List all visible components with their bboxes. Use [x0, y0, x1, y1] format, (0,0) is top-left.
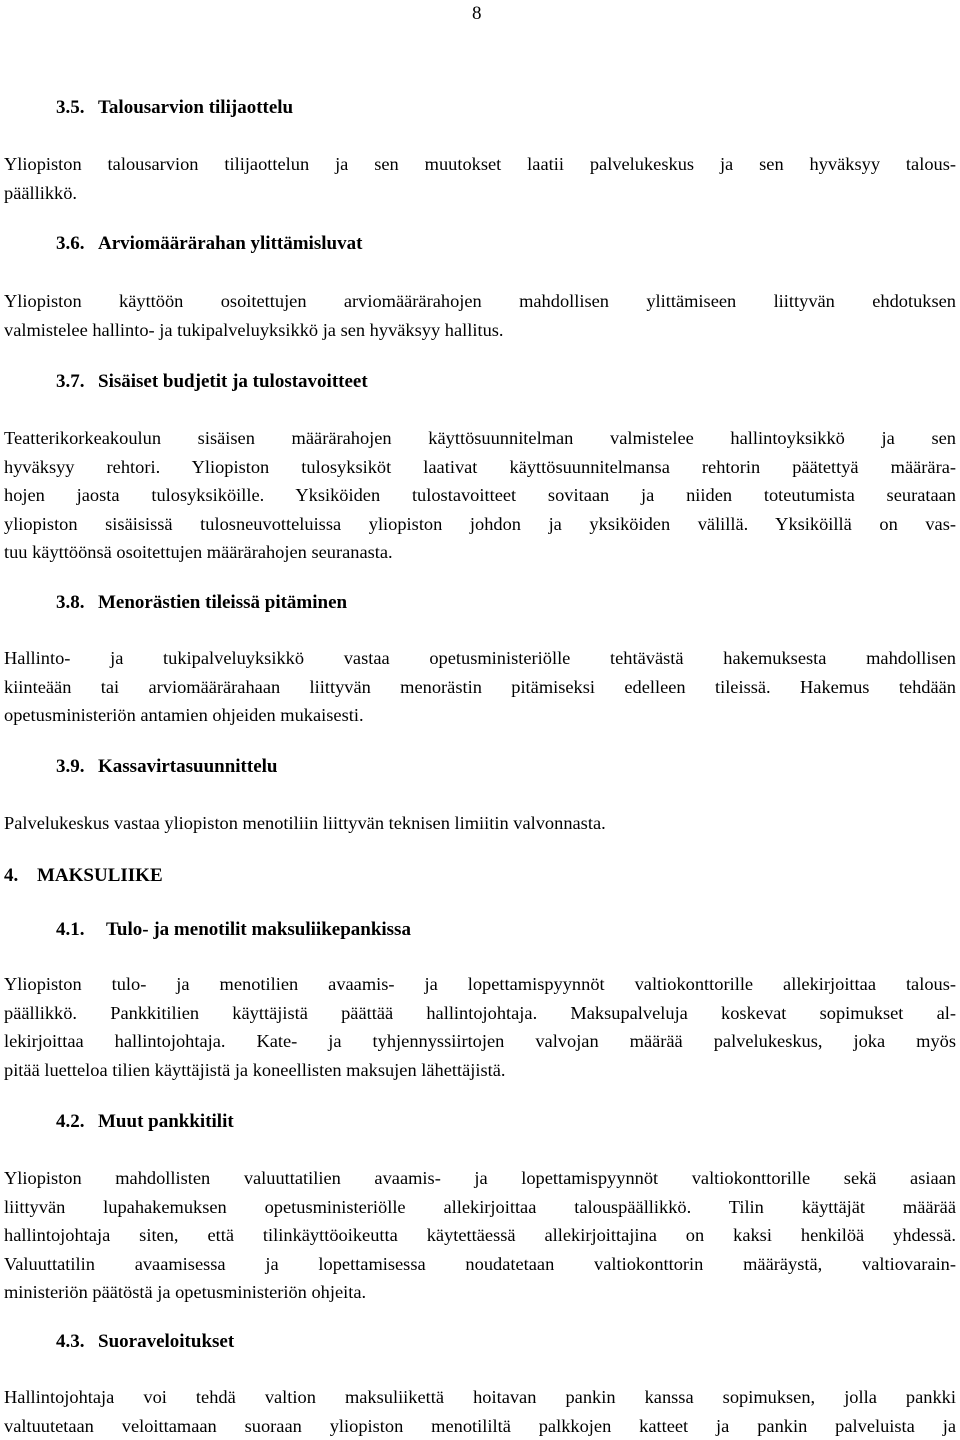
section-heading-3-6	[56, 232, 362, 256]
text-line: pitää luetteloa tilien käyttäjistä ja koneellisten maksujen lähettäjistä.	[4, 1059, 506, 1080]
section-title: Tulo- ja menotilit maksuliikepankissa	[106, 919, 411, 940]
text-line: opetusministeriön antamien ohjeiden mukaisesti.	[4, 705, 364, 725]
section-number: 4.	[4, 865, 19, 886]
section-number: 4.2.	[56, 1111, 85, 1132]
section-number: 3.7.	[56, 371, 85, 392]
section-number: 4.1.	[56, 919, 85, 940]
text-line: hojen jaosta tulosyksiköille. Yksiköiden tulostavoitteet sovitaan ja niiden toteutumista seurataan	[4, 485, 956, 505]
section-title: Suoraveloitukset	[98, 1331, 235, 1352]
section-paragraph-3-7	[4, 424, 956, 567]
section-title: Kassavirtasuunnittelu	[98, 756, 278, 777]
text-line: hyväksyy rehtori. Yliopiston tulosyksiköt laativat käyttösuunnitelmansa rehtorin päätettyä määrära-	[4, 456, 956, 477]
section-number: 3.8.	[56, 592, 85, 613]
section-heading-4-2	[56, 1110, 234, 1134]
text-line: Yliopiston mahdollisten valuuttatilien avaamis- ja lopettamispyynnöt valtiokonttorille sekä asiaan	[4, 1168, 956, 1188]
text-line: yliopiston sisäisissä tulosneuvotteluissa yliopiston johdon ja yksiköiden välillä. Yksiköillä on vas-	[4, 513, 956, 534]
section-heading-4-1	[56, 918, 411, 942]
section-title: Menorästien tileissä pitäminen	[98, 592, 348, 613]
section-number: 4.3.	[56, 1331, 85, 1352]
text-line: tuu käyttöönsä osoitettujen määrärahojen seuranasta.	[4, 542, 393, 562]
section-paragraph-3-9	[4, 809, 956, 838]
section-title: MAKSULIIKE	[37, 865, 163, 886]
text-line: ministeriön päätöstä ja opetusministeriön ohjeita.	[4, 1282, 367, 1302]
text-line: liittyvän lupahakemuksen opetusministeriölle allekirjoittaa talouspäällikkö. Tilin käyttäjät määrää	[4, 1196, 956, 1217]
text-line: lekirjoittaa hallintojohtaja. Kate- ja tyhjennyssiirtojen valvojan määrää palvelukeskus, joka myös	[4, 1031, 956, 1051]
text-line: Hallintojohtaja voi tehdä valtion maksuliikettä hoitavan pankin kanssa sopimuksen, jolla pankki	[4, 1387, 956, 1407]
section-heading-3-8	[56, 591, 347, 615]
text-line: Yliopiston talousarvion tilijaottelun ja sen muutokset laatii palvelukeskus ja sen hyväksyy talous-	[4, 154, 956, 174]
text-line: Valuuttatilin avaamisessa ja lopettamisessa noudatetaan valtiokonttorin määräystä, valtiovarain-	[4, 1253, 956, 1274]
section-paragraph-3-5	[4, 150, 956, 207]
section-title: Sisäiset budjetit ja tulostavoitteet	[98, 371, 368, 392]
section-heading-4-3	[56, 1330, 234, 1354]
section-title: Talousarvion tilijaottelu	[98, 97, 294, 118]
section-number: 3.5.	[56, 97, 85, 118]
section-number: 3.6.	[56, 233, 85, 254]
text-line: Palvelukeskus vastaa yliopiston menotiliin liittyvän teknisen limiitin valvonnasta.	[4, 813, 606, 833]
section-paragraph-4-3	[4, 1383, 956, 1440]
text-line: Teatterikorkeakoulun sisäisen määrärahojen käyttösuunnitelman valmistelee hallintoyksikkö ja sen	[4, 428, 956, 448]
text-line: Yliopiston tulo- ja menotilien avaamis- ja lopettamispyynnöt valtiokonttorille allekirjoittaa talous-	[4, 974, 956, 994]
section-paragraph-3-8	[4, 644, 956, 730]
section-title: Arviomäärärahan ylittämisluvat	[98, 233, 363, 254]
section-paragraph-4-2	[4, 1164, 956, 1307]
chapter-heading-4	[4, 864, 163, 888]
text-line: Yliopiston käyttöön osoitettujen arviomäärärahojen mahdollisen ylittämiseen liittyvän ehdotuksen	[4, 291, 956, 311]
section-heading-3-9	[56, 755, 277, 779]
text-line: kiinteään tai arviomäärärahaan liittyvän menorästin pitämiseksi edelleen tileissä. Hakemus tehdään	[4, 676, 956, 697]
section-number: 3.9.	[56, 756, 85, 777]
text-line: hallintojohtaja siten, että tilinkäyttöoikeutta käytettäessä allekirjoittajina on kaksi henkilöä yhdessä.	[4, 1225, 956, 1245]
text-line: päällikkö. Pankkitilien käyttäjistä päättää hallintojohtaja. Maksupalveluja koskevat sopimukset al-	[4, 1002, 956, 1023]
section-heading-3-5	[56, 96, 293, 120]
section-heading-3-7	[56, 370, 368, 394]
page-number: 8	[472, 3, 482, 24]
section-paragraph-4-1	[4, 970, 956, 1084]
text-line: Hallinto- ja tukipalveluyksikkö vastaa opetusministeriölle tehtävästä hakemuksesta mahdollisen	[4, 648, 956, 668]
text-line: valmistelee hallinto- ja tukipalveluyksikkö ja sen hyväksyy hallitus.	[4, 319, 504, 340]
section-title: Muut pankkitilit	[98, 1111, 234, 1132]
text-line: valtuutetaan veloittamaan suoraan yliopiston menotililtä palkkojen katteet ja pankin palveluista ja	[4, 1415, 956, 1436]
section-paragraph-3-6	[4, 287, 956, 344]
text-line: päällikkö.	[4, 182, 78, 203]
